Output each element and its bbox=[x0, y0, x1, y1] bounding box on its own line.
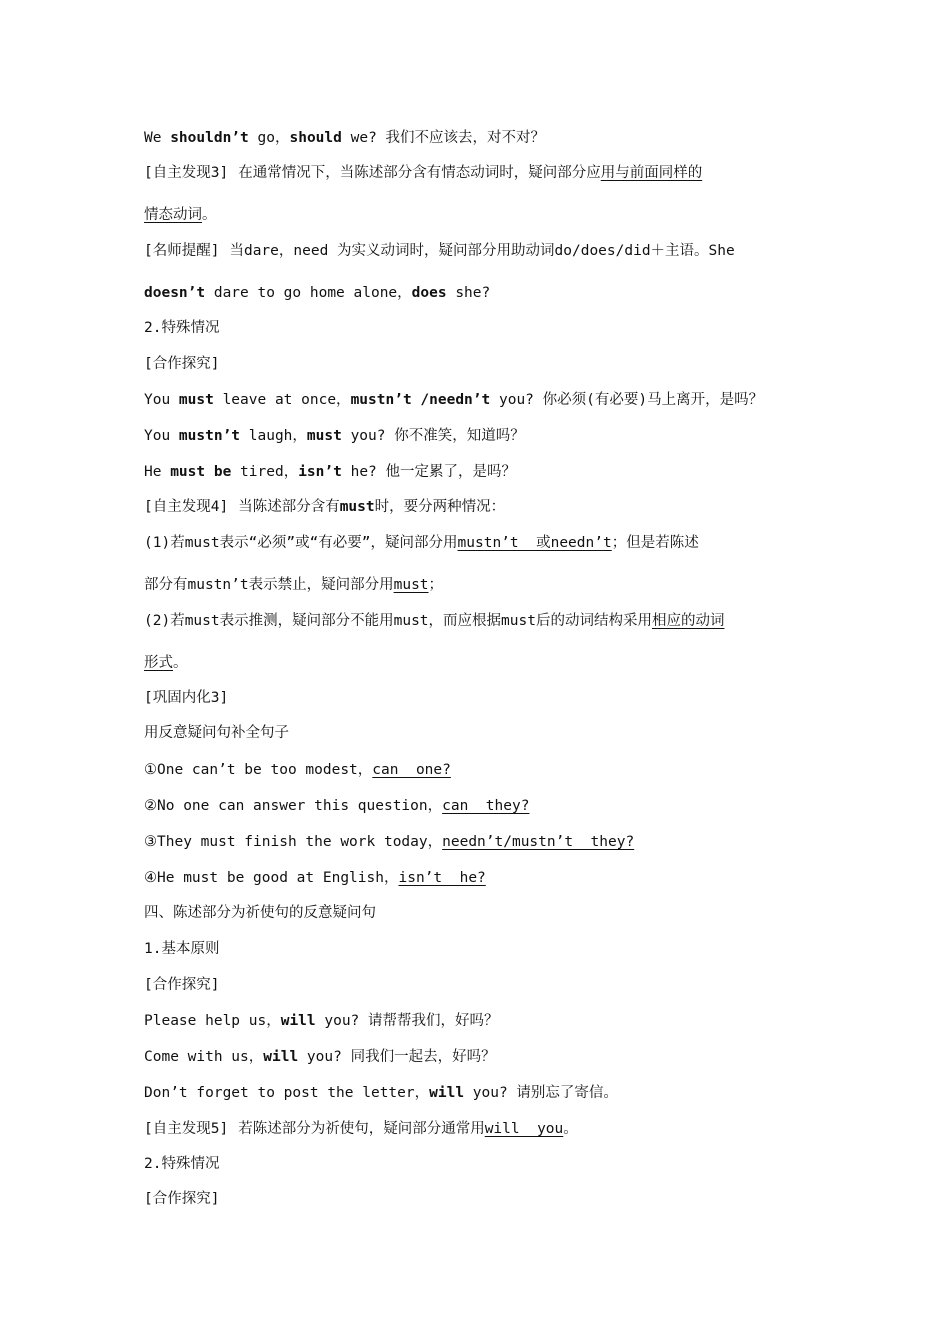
discovery-note bbox=[144, 163, 702, 183]
text: 若陈述部分为祈使句，疑问部分通常用 bbox=[238, 1121, 485, 1137]
subheading: 2.特殊情况 bbox=[144, 1156, 220, 1172]
rule-1 bbox=[144, 533, 699, 553]
bold-text: must be bbox=[170, 464, 232, 480]
teacher-tip bbox=[144, 241, 735, 261]
answer-blank: 情态动词 bbox=[144, 207, 202, 223]
text: he? 他一定累了，是吗？ bbox=[341, 464, 517, 480]
answer-blank: 相应的动词 bbox=[651, 613, 725, 629]
text: (2)若must表示推测，疑问部分不能用must，而应根据must后的动词结构采用 bbox=[144, 613, 652, 629]
text: ①One can’t be too modest， bbox=[144, 762, 373, 778]
text: ③They must finish the work today， bbox=[144, 834, 443, 850]
answer-blank: can they? bbox=[442, 798, 530, 814]
exercise-item bbox=[144, 868, 486, 888]
text: (1)若must表示“必须”或“有必要”，疑问部分用 bbox=[144, 535, 458, 551]
bold-text: must bbox=[178, 392, 214, 408]
text: 。 bbox=[563, 1121, 578, 1137]
text: you? 同我们一起去，好吗？ bbox=[298, 1049, 496, 1065]
text: laugh， bbox=[240, 428, 307, 444]
exercise-item bbox=[144, 832, 634, 852]
example-sentence bbox=[144, 462, 516, 482]
text: you? 你不准笑，知道吗？ bbox=[341, 428, 525, 444]
text: 时，要分两种情况： bbox=[374, 499, 506, 515]
answer-blank: can one? bbox=[372, 762, 451, 778]
section-tag: [名师提醒] bbox=[144, 243, 220, 259]
text: go， bbox=[248, 130, 290, 146]
text: 在通常情况下，当陈述部分含有情态动词时，疑问部分应 bbox=[238, 165, 601, 181]
bold-text: shouldn’t bbox=[170, 130, 249, 146]
text: you? 你必须(有必要)马上离开，是吗？ bbox=[490, 392, 764, 408]
subheading: 2.特殊情况 bbox=[144, 320, 220, 336]
text: leave at once， bbox=[213, 392, 351, 408]
exercise-instruction: 用反意疑问句补全句子 bbox=[144, 725, 289, 741]
rule-2 bbox=[144, 611, 724, 631]
bold-text: must bbox=[306, 428, 342, 444]
text: tired， bbox=[231, 464, 299, 480]
text: We bbox=[144, 130, 171, 146]
answer-blank: 用与前面同样的 bbox=[600, 165, 703, 181]
text: You bbox=[144, 428, 179, 444]
section-tag: [巩固内化3] bbox=[144, 690, 229, 706]
rule-2-cont bbox=[144, 653, 188, 673]
answer-blank: must bbox=[393, 577, 429, 593]
teacher-tip-cont bbox=[144, 283, 490, 303]
bold-text: doesn’t bbox=[144, 285, 206, 301]
bold-text: mustn’t bbox=[178, 428, 241, 444]
text: dare to go home alone， bbox=[205, 285, 412, 301]
section-tag: [自主发现5] bbox=[144, 1121, 229, 1137]
discovery-note-cont bbox=[144, 205, 217, 225]
section-tag: [自主发现4] bbox=[144, 499, 229, 515]
discovery-note bbox=[144, 497, 505, 517]
text: 。 bbox=[173, 655, 188, 671]
text: ④He must be good at English， bbox=[144, 870, 399, 886]
answer-blank: 形式 bbox=[144, 655, 173, 671]
section-heading: 四、陈述部分为祈使句的反意疑问句 bbox=[144, 905, 376, 921]
exercise-item bbox=[144, 796, 529, 816]
text: Please help us， bbox=[144, 1013, 281, 1029]
example-sentence bbox=[144, 1083, 618, 1103]
answer-blank: isn’t he? bbox=[398, 870, 486, 886]
example-sentence bbox=[144, 390, 763, 410]
section-tag: [合作探究] bbox=[144, 977, 220, 993]
text: ； bbox=[428, 577, 444, 593]
bold-text: should bbox=[289, 130, 342, 146]
example-sentence bbox=[144, 426, 525, 446]
subheading: 1.基本原则 bbox=[144, 941, 220, 957]
text: you? 请别忘了寄信。 bbox=[464, 1085, 618, 1101]
bold-text: will bbox=[280, 1013, 316, 1029]
text: You bbox=[144, 392, 179, 408]
text: ②No one can answer this question， bbox=[144, 798, 443, 814]
section-tag: [自主发现3] bbox=[144, 165, 229, 181]
answer-blank: will you bbox=[484, 1121, 564, 1137]
section-tag: [合作探究] bbox=[144, 1191, 220, 1207]
text: she? bbox=[446, 285, 491, 301]
text: Don’t forget to post the letter， bbox=[144, 1085, 430, 1101]
example-sentence bbox=[144, 1011, 499, 1031]
text: you? 请帮帮我们，好吗？ bbox=[315, 1013, 499, 1029]
answer-blank: needn’t/mustn’t they? bbox=[442, 834, 635, 850]
text: we? 我们不应该去，对不对？ bbox=[341, 130, 546, 146]
answer-blank: mustn’t 或needn’t bbox=[457, 535, 612, 551]
text: 。 bbox=[202, 207, 217, 223]
text: Come with us， bbox=[144, 1049, 264, 1065]
text: 部分有mustn’t表示禁止，疑问部分用 bbox=[144, 577, 394, 593]
bold-text: does bbox=[411, 285, 447, 301]
text: ；但是若陈述 bbox=[611, 535, 699, 551]
bold-text: will bbox=[263, 1049, 299, 1065]
text: 当陈述部分含有 bbox=[238, 499, 340, 515]
bold-text: will bbox=[429, 1085, 465, 1101]
bold-text: isn’t bbox=[298, 464, 342, 480]
exercise-item bbox=[144, 760, 451, 780]
bold-text: mustn’t /needn’t bbox=[350, 392, 491, 408]
discovery-note bbox=[144, 1119, 578, 1139]
text: 当dare，need 为实义动词时，疑问部分用助动词do/does/did＋主语。She bbox=[229, 243, 735, 259]
rule-1-cont bbox=[144, 575, 443, 595]
bold-text: must bbox=[339, 499, 375, 515]
text: He bbox=[144, 464, 171, 480]
example-sentence bbox=[144, 128, 545, 148]
section-tag: [合作探究] bbox=[144, 356, 220, 372]
example-sentence bbox=[144, 1047, 496, 1067]
